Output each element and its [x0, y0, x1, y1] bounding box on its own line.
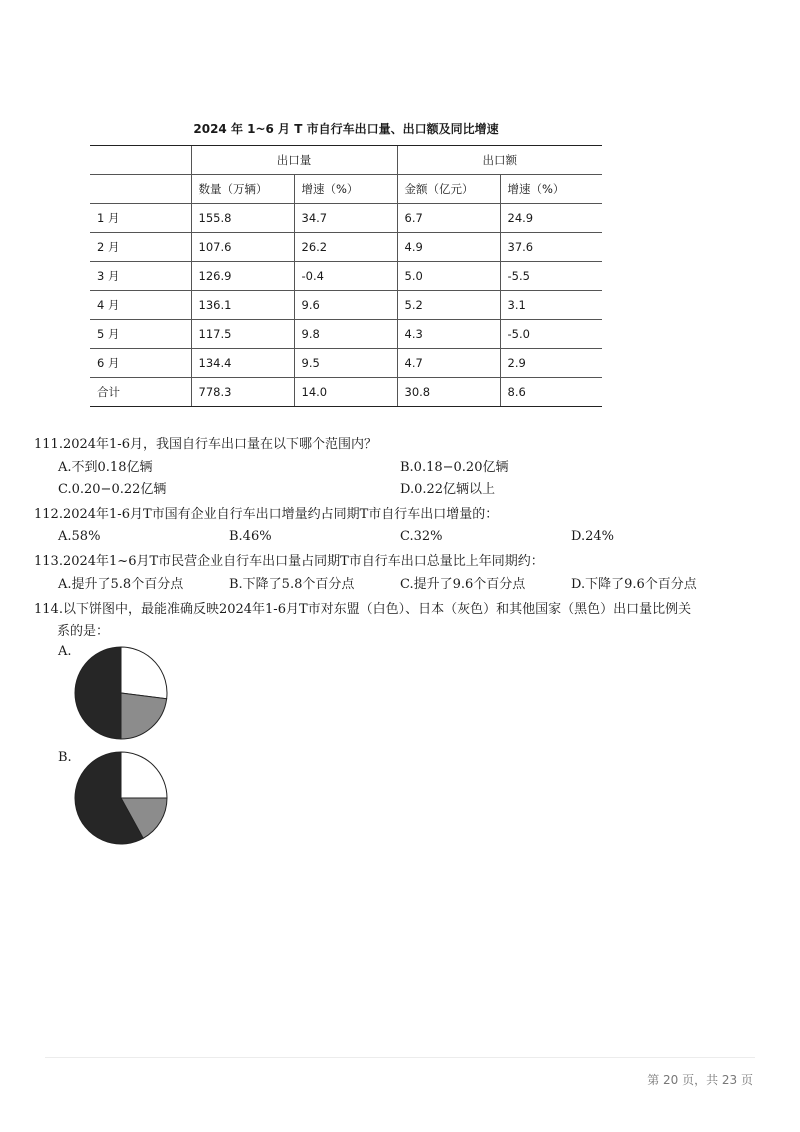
cell-amount: 5.2 — [397, 291, 500, 320]
table-subheader-row — [90, 175, 602, 204]
pie-slice-white — [121, 647, 167, 699]
cell-month: 合计 — [90, 378, 191, 407]
cell-amount-growth: 2.9 — [500, 349, 602, 378]
cell-qty-growth: 34.7 — [294, 204, 397, 233]
footer-divider — [45, 1057, 755, 1058]
q111-option-a[interactable]: A.不到0.18亿辆 — [58, 460, 153, 475]
table-header-row — [90, 146, 602, 175]
cell-amount: 6.7 — [397, 204, 500, 233]
q113-option-b[interactable]: B.下降了5.8个百分点 — [229, 577, 355, 592]
subheader-qty-growth: 增速（%） — [294, 175, 397, 204]
question-111-stem: 111.2024年1-6月，我国自行车出口量在以下哪个范围内？ — [34, 437, 377, 452]
cell-amount: 4.7 — [397, 349, 500, 378]
cell-month: 4 月 — [90, 291, 191, 320]
cell-qty-growth: 9.5 — [294, 349, 397, 378]
q113-option-c[interactable]: C.提升了9.6个百分点 — [400, 577, 526, 592]
cell-qty: 778.3 — [191, 378, 294, 407]
export-table — [90, 145, 602, 407]
header-export-amount: 出口额 — [397, 146, 602, 175]
question-114-stem: 114.以下饼图中，最能准确反映2024年1-6月T市对东盟（白色）、日本（灰色）和其他国家（黑色）出口量比例关 — [34, 602, 692, 617]
table-row — [90, 349, 602, 378]
question-112-stem: 112.2024年1-6月T市国有企业自行车出口增量约占同期T市自行车出口增量的： — [34, 507, 499, 522]
cell-qty-growth: -0.4 — [294, 262, 397, 291]
subheader-qty: 数量（万辆） — [191, 175, 294, 204]
cell-amount: 30.8 — [397, 378, 500, 407]
cell-qty-growth: 9.8 — [294, 320, 397, 349]
subheader-amount-growth: 增速（%） — [500, 175, 602, 204]
cell-month: 5 月 — [90, 320, 191, 349]
cell-amount-growth: 8.6 — [500, 378, 602, 407]
subheader-amount: 金额（亿元） — [397, 175, 500, 204]
question-113-stem: 113.2024年1~6月T市民营企业自行车出口量占同期T市自行车出口总量比上年同期约： — [34, 554, 544, 569]
cell-amount: 4.9 — [397, 233, 500, 262]
page-number: 第 20 页，共 23 页 — [647, 1073, 753, 1087]
table-row — [90, 233, 602, 262]
q113-option-a[interactable]: A.提升了5.8个百分点 — [58, 577, 184, 592]
cell-amount-growth: 3.1 — [500, 291, 602, 320]
cell-amount-growth: -5.0 — [500, 320, 602, 349]
cell-qty: 136.1 — [191, 291, 294, 320]
pie-chart-b — [73, 750, 169, 846]
cell-month: 1 月 — [90, 204, 191, 233]
cell-amount: 4.3 — [397, 320, 500, 349]
cell-month: 3 月 — [90, 262, 191, 291]
cell-qty: 126.9 — [191, 262, 294, 291]
cell-amount-growth: -5.5 — [500, 262, 602, 291]
q112-option-a[interactable]: A.58% — [58, 529, 101, 544]
table-row — [90, 320, 602, 349]
cell-qty-growth: 26.2 — [294, 233, 397, 262]
table-row — [90, 291, 602, 320]
q112-option-b[interactable]: B.46% — [229, 529, 272, 544]
cell-month: 2 月 — [90, 233, 191, 262]
q111-option-d[interactable]: D.0.22亿辆以上 — [400, 482, 496, 497]
pie-chart-a — [73, 645, 169, 741]
cell-qty: 155.8 — [191, 204, 294, 233]
cell-amount-growth: 24.9 — [500, 204, 602, 233]
q112-option-d[interactable]: D.24% — [571, 529, 614, 544]
table-total-row — [90, 378, 602, 407]
pie-slice-white — [121, 752, 167, 798]
cell-month: 6 月 — [90, 349, 191, 378]
q113-option-d[interactable]: D.下降了9.6个百分点 — [571, 577, 697, 592]
cell-qty: 134.4 — [191, 349, 294, 378]
q111-option-c[interactable]: C.0.20−0.22亿辆 — [58, 482, 167, 497]
q114-option-a[interactable]: A. — [58, 644, 72, 659]
q112-option-c[interactable]: C.32% — [400, 529, 443, 544]
cell-qty-growth: 9.6 — [294, 291, 397, 320]
cell-amount: 5.0 — [397, 262, 500, 291]
question-114-stem-continued: 系的是： — [57, 624, 110, 639]
cell-qty: 107.6 — [191, 233, 294, 262]
cell-qty: 117.5 — [191, 320, 294, 349]
table-row — [90, 262, 602, 291]
q114-option-b[interactable]: B. — [58, 750, 72, 765]
pie-slice-black — [75, 647, 121, 739]
table-title: 2024 年 1~6 月 T 市自行车出口量、出口额及同比增速 — [193, 122, 499, 136]
q111-option-b[interactable]: B.0.18−0.20亿辆 — [400, 460, 509, 475]
pie-slice-gray — [121, 693, 167, 739]
table-row — [90, 204, 602, 233]
header-export-qty: 出口量 — [191, 146, 397, 175]
cell-qty-growth: 14.0 — [294, 378, 397, 407]
cell-amount-growth: 37.6 — [500, 233, 602, 262]
